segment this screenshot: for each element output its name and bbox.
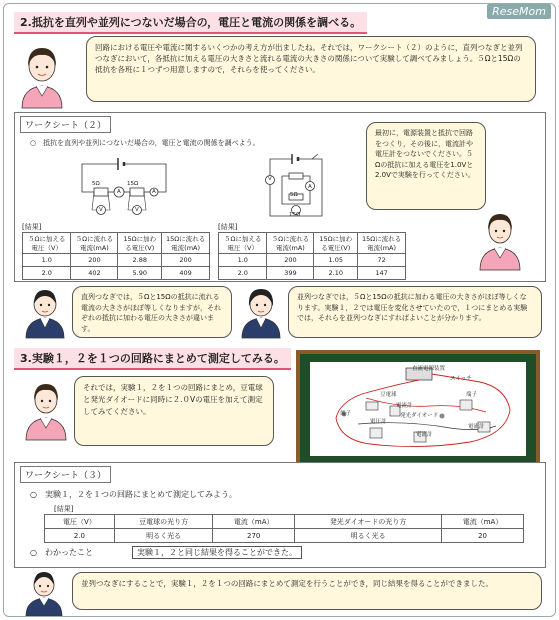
student-bubble-conclusion: 並列つなぎにすることで，実験１，２を１つの回路にまとめて測定を行うことができ，同じ結果を得ることができました。: [72, 572, 542, 610]
table-header-cell: 発光ダイオードの光り方: [295, 515, 442, 529]
table-header-cell: ５Ωに加える電圧（V）: [219, 233, 267, 254]
parallel-r15-label: 15Ω: [289, 212, 301, 218]
board-label-ammeter-3: 電流計: [468, 424, 485, 430]
table-header-cell: 豆電球の光り方: [114, 515, 212, 529]
table-row: [23, 267, 210, 280]
table-cell: 200: [162, 254, 210, 267]
watermark-logo: ReseMom: [487, 4, 551, 19]
teacher-bubble-intro: 回路における電圧や電流に関するいくつかの考え方が出ましたね。それでは，ワークシート（２）のように，直列つなぎと並列つなぎにおいて，各抵抗に加える電圧の大きさと流れる電流の大きさの関係について実験して調べてみましょう。５Ωと15Ωの抵抗を各班に１つずつ用意しますので，それらを使ってください。: [86, 36, 536, 102]
teacher-avatar: [476, 206, 524, 272]
teacher-bubble-instructions: 最初に，電源装置と抵抗で回路をつくり，その後に，電流計や電圧計をつないでください。５Ωの抵抗に加える電圧を1.0Vと2.0Vで実験を行ってください。: [366, 122, 486, 210]
series-result-table: [22, 232, 210, 280]
parallel-r5-label: 5Ω: [290, 192, 298, 198]
table-cell: 2.0: [45, 529, 115, 543]
worksheet-2-instruction: ○ 抵抗を直列や並列につないだ場合の，電圧と電流の関係を調べよう。: [30, 139, 260, 147]
table-cell: 20: [442, 529, 524, 543]
table-cell: 1.0: [219, 254, 267, 267]
learned-label: ○ わかったこと: [30, 548, 93, 557]
table-header-cell: ５Ωに流れる電流(mA): [267, 233, 314, 254]
board-label-ammeter-2: 電流計: [416, 432, 433, 438]
series-r5-label: 5Ω: [92, 181, 100, 187]
student-bubble-parallel: 並列つなぎでは，５Ωと15Ωの抵抗に加わる電圧の大きさがほぼ等しくなります。実験１，２では電圧を変化させていたので，１つにまとめる実験では，それらを並列つなぎにすればよいことが分かります。: [288, 286, 542, 338]
table-cell: 409: [162, 267, 210, 280]
board-label-bulb: 豆電球: [380, 392, 397, 398]
board-label-switch: スイッチ: [450, 376, 472, 382]
learned-value: 実験１，２と同じ結果を得ることができた。: [132, 546, 302, 559]
worksheet-3-result-label: [結果]: [54, 505, 74, 513]
table-cell: 72: [358, 254, 406, 267]
table-row: [45, 529, 524, 543]
table-cell: 2.10: [314, 267, 358, 280]
student-avatar: [22, 568, 66, 616]
table-header-row: [23, 233, 210, 254]
teacher-bubble-combined: それでは，実験１，２を１つの回路にまとめ，豆電球と発光ダイオードに同時に２.０Vの電圧を加えて測定してみてください。: [74, 376, 274, 446]
table-header-cell: 15Ωに加わる電圧(V): [118, 233, 162, 254]
parallel-result-label: [結果]: [218, 223, 238, 231]
blackboard-circuit-photo: [296, 350, 540, 468]
series-circuit-diagram: [74, 152, 174, 220]
table-cell: 2.88: [118, 254, 162, 267]
table-cell: 5.90: [118, 267, 162, 280]
table-cell: 1.05: [314, 254, 358, 267]
table-cell: 2.0: [23, 267, 71, 280]
series-r15-label: 15Ω: [127, 181, 139, 187]
board-label-voltmeter: 電圧計: [370, 419, 387, 425]
section3-title: 3.実験１，２を１つの回路にまとめて測定してみる。: [14, 348, 291, 370]
board-label-led: 発光ダイオード: [400, 413, 439, 419]
table-cell: 147: [358, 267, 406, 280]
student-avatar: [22, 284, 68, 340]
table-cell: 明るく光る: [114, 529, 212, 543]
parallel-voltmeter-symbol: V: [268, 176, 272, 182]
table-cell: 1.0: [23, 254, 71, 267]
teacher-avatar: [22, 376, 70, 442]
table-row: [23, 254, 210, 267]
series-result-label: [結果]: [22, 223, 42, 231]
worksheet-3-title: ワークシート（３）: [20, 466, 111, 483]
board-label-ammeter: 電流計: [396, 403, 413, 409]
parallel-result-table: [218, 232, 406, 280]
table-cell: 明るく光る: [295, 529, 442, 543]
table-header-cell: 電流（mA）: [213, 515, 295, 529]
table-header-cell: 電流（mA）: [442, 515, 524, 529]
student-bubble-series: 直列つなぎでは，５Ωと15Ωの抵抗に流れる電流の大きさがほぼ等しくなりますが，それぞれの抵抗に加わる電圧の大きさが違います。: [72, 286, 232, 338]
series-voltmeter2-symbol: V: [135, 207, 139, 213]
worksheet-3-instruction: ○ 実験１，２を１つの回路にまとめて測定してみよう。: [30, 490, 237, 499]
board-label-terminal: 端子: [466, 392, 478, 398]
board-label-terminal-2: 端子: [340, 411, 352, 417]
table-header-cell: 15Ωに流れる電流(mA): [162, 233, 210, 254]
table-cell: 200: [71, 254, 118, 267]
table-cell: 270: [213, 529, 295, 543]
teacher-avatar: [14, 40, 70, 110]
table-header-cell: 電圧（V）: [45, 515, 115, 529]
series-ammeter2-symbol: A: [152, 189, 156, 195]
table-header-row: [45, 515, 524, 529]
table-header-row: [219, 233, 406, 254]
section2-title: 2.抵抗を直列や並列につないだ場合の，電圧と電流の関係を調べる。: [14, 12, 367, 34]
series-ammeter-symbol: A: [117, 189, 121, 195]
table-header-cell: 15Ωに流れる電流(mA): [358, 233, 406, 254]
table-header-cell: ５Ωに流れる電流(mA): [71, 233, 118, 254]
table-header-cell: ５Ωに加える電圧（V）: [23, 233, 71, 254]
board-label-power-supply: 直流電源装置: [412, 366, 446, 372]
table-row: [219, 267, 406, 280]
table-cell: 200: [267, 254, 314, 267]
worksheet-2-title: ワークシート（２）: [20, 116, 111, 133]
table-cell: 399: [267, 267, 314, 280]
table-cell: 402: [71, 267, 118, 280]
worksheet-3-result-table: [44, 514, 524, 543]
table-row: [219, 254, 406, 267]
table-cell: 2.0: [219, 267, 267, 280]
table-header-cell: 15Ωに加わる電圧(V): [314, 233, 358, 254]
parallel-ammeter-symbol: A: [308, 184, 312, 190]
student-avatar: [238, 284, 284, 340]
series-voltmeter-symbol: V: [99, 207, 103, 213]
